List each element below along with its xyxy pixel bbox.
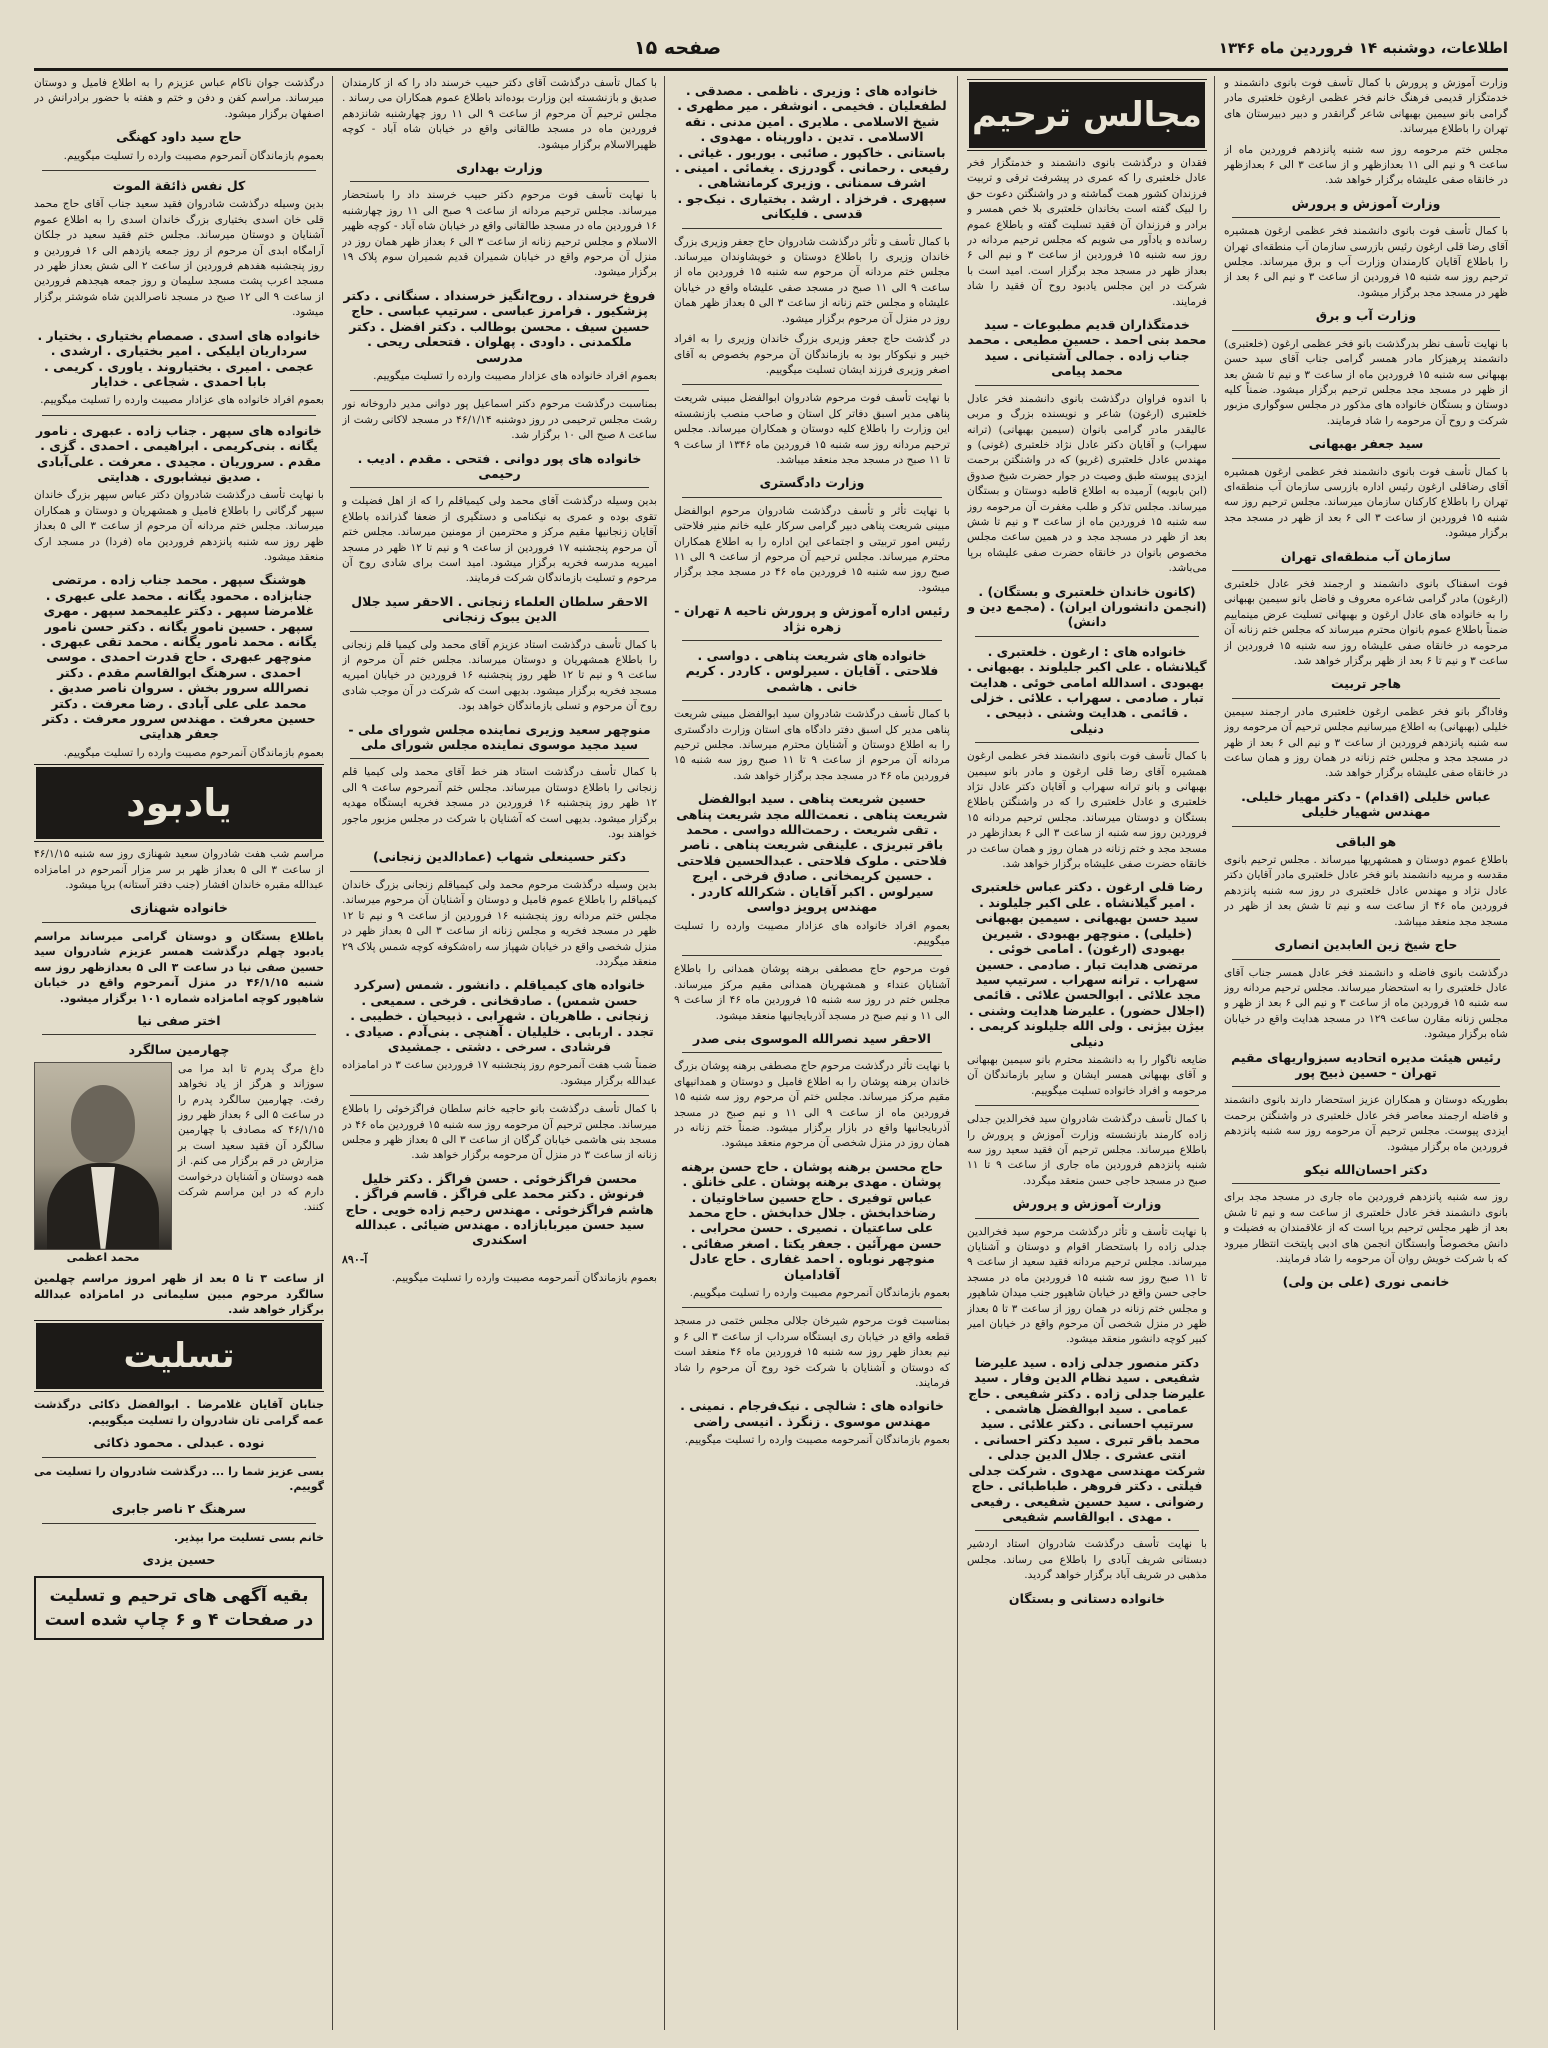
- notice-signature: محسن فراگزخوئی . حسن فراگز . دکتر خلیل فرنوش . دکتر محمد علی فراگز . قاسم فراگز . هاشم فراگزخوئی . مهندس رحیم زاده خویی . حاج سید حسن میربابازاده . مهندس ضیائی . عبدالله اسکندری: [345, 1170, 654, 1248]
- notice-text: با کمال تأسف درگذشت شادروان سید ابوالفضل مبینی شریعت پناهی مدیر کل اسبق دفتر دادگاه های استان وزارت دادگستری را به اطلاع دوستان و آشنایان محترم میرساند. مجلس ترحیم مردانه آن مرحوم از ساعت ۹ تا ۱۱ صبح روز سه شنبه ۱۵ فروردین ماه ۴۶ در مسجد مجد برگزار خواهد شد.: [674, 708, 950, 782]
- issue-date: اطلاعات، دوشنبه ۱۴ فروردین ماه ۱۳۴۶: [1218, 39, 1508, 57]
- notice-text: با نهایت تأسف و تأثر درگذشت مرحوم سید فخرالدین جدلی زاده را باستحضار اقوام و دوستان و آشنایان میرساند. مجلس ترحیم مردانه فقید سعید از ساعت ۹ تا ۱۱ صبح روز سه شنبه ۱۵ فروردین ماه در مسجد حاجی حسن واقع در خیابان شاهپور جنب میدان شاهپور و مجلس ختم زنانه در همان روز از ساعت ۳ تا ۵ بعداز ظهر در منزل شخصی آن مرحوم واقع در خیابان امیر کبیر کوچه دانشور منعقد میشود.: [967, 1225, 1207, 1346]
- notice-text: بطوریکه دوستان و همکاران عزیز استحضار دارند بانوی دانشمند و فاضله ارجمند معاصر فخر عادل خلعتبری در واشنگتن برحمت ایزدی پیوست. مجلس ترحیم آن مرحومه روز سه شنبه پانزدهم فروردین ماه برگزار میشود.: [1224, 1094, 1508, 1153]
- notice-text: بدین وسیله درگذشت مرحوم محمد ولی کیمیاقلم زنجانی بزرگ خاندان کیمیاقلم را باطلاع عموم فامیل و دوستان و آشنایان آن مرحوم میرساند. مجلس ختم مردانه روز پنجشنبه ۱۶ فروردین از ساعت ۹ و نیم تا ۱۲ ظهر در مسجد فخریه و مجلس زنانه از ساعت ۳ الی ۵ بعداز ظهر در منزل شخصی واقع در خیابان شهپاز سه راه‌شکوفه کوچه شمس پلاک ۲۹ منعقد میگردد.: [342, 878, 657, 968]
- notice-signature: خدمتگذاران قدیم مطبوعات - سید محمد بنی احمد . حسین مطیعی . محمد جناب زاده . جمالی آشتیانی . سید محمد پیامی: [967, 317, 1207, 379]
- notice-text: با کمال تأسف درگذشت استاد عزیزم آقای محمد ولی کیمیا قلم زنجانی را باطلاع همشهریان و دوستان میرساند. مجلس ختم آن مرحوم از ساعت ۹ و نیم تا ۱۲ ظهر روز پنجشنبه ۱۶ فروردین در خیابان امیریه مسجد فخریه برگزار میشود. بدیهی است که شرکت در آن موجب شادی روح آن مرحوم و تسلی بازماندگان خواهد بود.: [342, 638, 657, 713]
- notice-signature: (کانون خاندان خلعتبری و بستگان) . (انجمن دانشوران ایران) . (مجمع دین و دانش): [967, 583, 1207, 630]
- notice-signature: سازمان آب منطقه‌ای تهران: [1280, 548, 1452, 564]
- yadbud-banner: یادبود: [36, 767, 322, 839]
- notice-signature: خانواده های اسدی . صمصام بختیاری . بختیار . سرداریان ایلیکی . امیر بختیاری . ارشدی . عجمی . امیری . بختیاروند . یاوری . کریمی . بابا احمدی . شجاعی . خدایار: [37, 327, 321, 389]
- notice-text: با نهایت تأثر و تأسف درگذشت شادروان مرحوم ابوالفضل مبینی شریعت پناهی دبیر گرامی سرکار علیه خانم منیر فلاحتی رئیس امور تربیتی و اجتماعی این اداره را به اطلاع همکاران محترم میرساند. مجلس ترحیم آن مرحوم از ساعت ۹ الی ۱۱ صبح روز سه شنبه ۱۵ فروردین ماه ۴۶ در مسجد مجد برگزار میشود.: [674, 504, 950, 594]
- notice-text: ضمناً شب هفت آنمرحوم روز پنجشنبه ۱۷ فروردین ساعت ۳ در امامزاده عبدالله برگزار میشود.: [342, 1059, 657, 1087]
- divider: [975, 1530, 1199, 1531]
- page-number: صفحه ۱۵: [634, 37, 722, 59]
- portrait-caption: محمد اعظمی: [66, 1250, 140, 1264]
- notice-signature: وزارت آموزش و پرورش: [1291, 195, 1441, 211]
- notice-text: خانم بسی تسلیت مرا بپذیر.: [173, 1530, 324, 1544]
- notice-text: بعموم افراد خانواده های عزادار مصیبت وارده را تسلیت میگوییم.: [40, 394, 324, 407]
- notice-signature: سرهنگ ۲ ناصر جابری: [111, 1501, 247, 1517]
- notice-signature: رضا قلی ارغون . دکتر عباس خلعتبری . امیر گیلانشاه . علی اکبر جلیلوند . سید حسن بهبهانی . سیمین بهبهانی (خلیلی) . منوچهر بهبودی . شیرین بهبودی (ارغون) . امامی خوئی . مرتضی هدایت تبار . صادمی . حسین سهراب . ترانه سهراب . سرتیپ سید مجد علائی . ابوالحسن علائی . قائمی (اجلال حضور) . علیرضا هدایت وشنی . بیژن بیژنی . ولی الله جلیلوند کریمی . دنیلی: [968, 879, 1206, 1049]
- column-2: [967, 76, 1207, 2030]
- notice-text: با نهایت تأسف درگذشت شادروان استاد اردشیر دبستانی شریف آبادی را باطلاع می رساند. مجلس مذهبی در شریف آباد برگزار خواهد گردید.: [967, 1538, 1207, 1582]
- notice-text: با کمال تأسف فوت بانوی دانشمند فخر عظمی ارغون همشیره آقای رضا قلی ارغون رئیس بازرسی سازمان آب منطقه‌ای تهران را باطلاع آقایان کارمندان وزارت آب و برق میرساند. مجلس ترحیم روز سه شنبه ۱۵ فروردین از ساعت ۳ و نیم الی ۶ بعد از ظهر در مسجد مجد برگزار میشود.: [1224, 225, 1508, 299]
- notice-signature: حسین شریعت پناهی . سید ابوالفضل شریعت پناهی . نعمت‌الله مجد شریعت پناهی . تقی شریعت . رحمت‌الله دواسی . محمد باقر تبریزی . علینقی شریعت پناهی . ناصر فلاحتی . ملوک فلاحتی . عبدالحسین فلاحتی . حسین کریمخانی . صادق فرخی . ایرج سیرلوس . اکبر آقایان . شکرالله کاردر . مهندس پرویز دواسی: [676, 791, 948, 915]
- divider: [42, 922, 316, 923]
- notice-signature: دکتر احسان‌الله نیکو: [1304, 1161, 1428, 1177]
- notice-text: با کمال تأسف درگذشت بانو حاجیه خانم سلطان فراگزخوئی را باطلاع میرساند. مجلس ترحیم آن مرحومه روز سه شنبه ۱۵ فروردین ماه ۴۶ در مسجد بنی هاشمی خیابان گرگان از ساعت ۳ الی ۵ بعداز ظهر و مجلس زنانه از ساعت ۳ در منزل آن مرحومه برگزار خواهد شد.: [342, 1103, 657, 1162]
- notice-text: بعموم افراد خانواده های عزادار مصیبت وارده را تسلیت میگوییم.: [674, 919, 950, 947]
- divider: [42, 170, 316, 171]
- notice-text: فوت مرحوم حاج مصطفی برهنه پوشان همدانی را باطلاع آشنایان عنداء و همشهریان همدانی مقیم مرکز میرساند. مجلس ختم در روز سه شنبه ۱۵ فروردین ماه ۴۶ از ساعت ۹ الی ۱۱ و نیم صبح در مسجد آذربایجانیها منعقد میشود.: [674, 963, 950, 1022]
- notice-text: مراسم شب هفت شادروان سعید شهنازی روز سه شنبه ۴۶/۱/۱۵ از ساعت ۳ الی ۵ بعداز ظهر بر سر مزار آنمرحوم در امامزاده عبدالله مقبره خاندان افشار (جنب دفتر آستانه) برپا میشود.: [34, 848, 324, 892]
- column-rule: [664, 76, 665, 2030]
- notice-text: فقدان و درگذشت بانوی دانشمند و خدمتگزار فخر عادل خلعتبری را که عمری در پیشرفت ترقی و تربیت فرزندان کشور همت گماشته و در واشنگتن دعوت حق را لبیک گفته است بخاندان خلعتبری بلا خص همسر و برادر و فرزندان آن فقید تسلیت گفته و باطلاع عموم رسانده و یادآور می شویم که مجلس ترحیم مردانه در روز سه شنبه ۱۵ فروردین از ساعت ۳ و نیم الی ۶ بعداز ظهر در مسجد مجد برگزار است. امید است با شرکت در این مجلس یادبود روح آن فقید را شاد فرمایند.: [967, 157, 1207, 308]
- notice-signature: نوده . عبدلی . محمود ذکائی: [93, 1435, 265, 1451]
- divider: [975, 636, 1199, 637]
- divider: [682, 384, 942, 385]
- notice-signature: الاحقر سلطان العلماء زنجانی . الاحقر سید جلال الدین یبوک زنجانی: [351, 593, 648, 625]
- divider: [975, 742, 1199, 743]
- notice-signature: عباس خلیلی (اقدام) - دکتر مهیار خلیلی. مهندس شهیار خلیلی: [1241, 788, 1491, 820]
- divider: [350, 1095, 649, 1096]
- notice-text: در گذشت حاج جعفر وزیری بزرگ خاندان وزیری را به افراد خیبر و نیکوکار بود به بازماندگان آن مرحوم بخصوص به آقای اصغر وزیری فرزند ایشان تسلیت میگوییم.: [674, 333, 950, 376]
- notice-signature: خانواده دستانی و بستگان: [1008, 1590, 1166, 1606]
- notice-signature: وزارت بهداری: [456, 160, 543, 176]
- continued-notice-box: بقیه آگهی های ترحیم و تسلیت در صفحات ۴ و ۶ چاپ شده است: [34, 1576, 324, 1640]
- notice-signature: حاج سید داود کهنگی: [116, 129, 242, 145]
- notice-text: بعموم بازماندگان آنمرحوم مصیبت وارده را تسلیت میگوییم.: [689, 1287, 950, 1300]
- notice-text: با کمال تأسف و تأثر درگذشت شادروان حاج جعفر وزیری بزرگ خاندان وزیری را باطلاع دوستان و خویشاوندان میرساند. مجلس ختم مردانه آن مرحوم سه شنبه ۱۵ فروردین ماه از ساعت ۹ الی ۱۱ صبح در مسجد صفی علیشاه واقع در خیابان علیشاه و مجلس ختم زنانه از ساعت ۳ الی ۵ بعداز ظهر همان روز در منزل آن مرحوم برگزار میشود.: [674, 235, 950, 325]
- notice-text: با کمال تأسف درگذشت شادروان سید فخرالدین جدلی زاده کارمند بازنشسته وزارت آموزش و پرورش را باطلاع میرساند. مجلس ترحیم آن فقید سعید روز سه شنبه پانزدهم فروردین ماه جاری از ساعت ۹ تا ۱۱ صبح در مسجد حاجی حسن منعقد میگردد.: [967, 1113, 1207, 1187]
- divider: [1232, 698, 1500, 699]
- divider: [42, 415, 316, 416]
- notice-text: بسی عزیز شما را ... درگذشت شادروان را تسلیت می گوییم.: [34, 1464, 324, 1493]
- divider: [682, 497, 942, 498]
- notice-text: ضایعه ناگوار را به دانشمند محترم بانو سیمین بهبهانی و آقای بهبهانی همسر ایشان و سایر بازماندگان آن مرحومه و افراد خانواده تسلیت میگوییم.: [967, 1053, 1207, 1097]
- divider: [350, 181, 649, 182]
- portrait-block: [34, 1062, 172, 1265]
- notice-signature: خانواده های : شالچی . نیک‌فرجام . نمینی . مهندس موسوی . زنگرذ . انیسی راضی: [680, 1398, 944, 1429]
- notice-signature: خانواده های : ارغون . خلعتبری . گیلانشاه . علی اکبر جلیلوند . بهبهانی . بهبودی . اسدالله امامی خوئی . هدایت تبار . صادمی . سهراب . علائی . خزلی . قائمی . هدایت وشنی . ذبیحی . دنیلی: [967, 643, 1207, 736]
- notice-signature: حاج محسن برهنه پوشان . حاج حسن برهنه پوشان . مهدی برهنه پوشان . علی خانلق . عباس توفیری . حاج حسین ساخاوتیان . رضاخدابخش . جلال خدابخش . حاج محمد علی ساعتیان . نصیری . حسن محرابی . حسن مهرآئین . جعفر یکتا . اصغر صفائی . منوچهر نوباوه . احمد غفاری . حاج عادل آقادامیان: [680, 1158, 944, 1282]
- column-rule: [332, 76, 333, 2030]
- divider: [975, 1218, 1199, 1219]
- divider: [1232, 570, 1500, 571]
- notice-signature: منوچهر سعید وزیری نماینده مجلس شورای ملی - سید مجید موسوی نماینده مجلس شورای ملی: [348, 721, 651, 753]
- notice-signature: خانواده های کیمیاقلم . دانشور . شمس (سرکرد حسن شمس) . صادقخانی . فرخی . سمیعی . زنجانی . طاهریان . شهرابی . ذبیحیان . خطیبی . تجدد . اربابی . خلیلیان . آهنچی . بنی‌آدم . صیادی . فرشادی . سرخی . دشتی . جمشیدی: [345, 977, 654, 1054]
- anniversary-text: داغ مرگ پدرم تا ابد مرا می سوزاند و هرگز از یاد نخواهد رفت. چهارمین سالگرد پدرم را در ساعت ۵ الی ۶ بعداز ظهر روز ۴۶/۱/۱۵ که مصادف با چهارمین سالگرد آن فقید سعید است بر مزارش در قم برگزار می کنم. از همه دوستان و آشنایان درخواست دارم که در این مراسم شرکت کنند.: [178, 1062, 324, 1214]
- notice-text: وزارت آموزش و پرورش با کمال تأسف فوت بانوی دانشمند و خدمتگزار قدیمی فرهنگ خانم فخر عظمی ارغون خلعتبری مادر گرامی بانو سیمین بهبهانی شاعر گرانقدر و دبیر دبیرستان های تهران را باطلاع میرساند.: [1224, 77, 1508, 136]
- notice-signature: خانواده های شریعت پناهی . دواسی . فلاحتی . آقایان . سیرلوس . کاردر . کریم خانی . هاشمی: [685, 648, 939, 694]
- divider: [1232, 330, 1500, 331]
- notice-text: با کمال تأسف فوت بانوی دانشمند فخر عظمی ارغون همشیره آقای رضاقلی ارغون رئیس اداره بازرسی سازمان آب منطقه‌ای تهران را باطلاع کارکنان سازمان میرساند. مجلس ترحیم روز سه شنبه ۱۵ فروردین از ساعت ۳ الی ۶ بعد از ظهر در مسجد مجد برگزار میشود.: [1224, 465, 1508, 540]
- anniversary-notice: [34, 1062, 324, 1265]
- column-3: [674, 76, 950, 2030]
- notice-text: درگذشت بانوی فاضله و دانشمند فخر عادل همسر جناب آقای عادل خلعتبری را به استحضار میرساند. مجلس ترحیم مردانه روز سه شنبه ۱۵ فروردین ماه از ساعت ۳ و نیم الی ۶ بعد از ظهر و مجلس زنانه مقارن ساعت ۱۲۹ در مسجد هدایت واقع در خیابان شاه برگزار میشود.: [1224, 966, 1508, 1041]
- divider: [682, 228, 942, 229]
- notice-signature: رئیس هیئت مدیره اتحادیه سبزواریهای مقیم تهران - حسین ذبیح پور: [1231, 1049, 1501, 1080]
- column-5: [34, 76, 324, 2030]
- notice-signature: دکتر حسینعلی شهاب (عمادالدین زنجانی): [372, 849, 627, 865]
- notice-text: با نهایت تأسف فوت مرحوم شادروان ابوالفضل مبینی شریعت پناهی مدیر اسبق دفاتر کل استان و صاحب منصب بازنشسته این وزارت را باطلاع کلیه دوستان و همکاران میرساند. مجلس ترحیم مردانه روز سه شنبه ۱۵ فروردین ماه ۱۳۴۶ از ساعت ۹ تا ۱۱ صبح در مسجد مجد منعقد میباشد.: [674, 392, 950, 466]
- notice-heading: کل نفس ذائقة الموت: [112, 178, 246, 194]
- notice-text: با اندوه فراوان درگذشت بانوی دانشمند فخر عادل خلعتبری (ارغون) شاعر و نویسنده بزرگ و مربی عالیقدر مادر گرامی بانوان (سیمین بهبهانی) (ترانه سهراب) و آقایان دکتر عادل نژاد خلعتبری (غونی) و مهندس عادل خلعتبری (غریو) که در واشنگتن برحمت ایزدی پیوسته طبق وصیت در جوار حضرت شیخ صدوق (ابن بابویه) آرمیده به اطلاع قاطبه دوستان و بستگان میرساند. مجلس تذکر و طلب مغفرت آن مرحومه روز سه شنبه ۱۵ فروردین ماه از ساعت ۳ و نیم تا شش بعد از ظهر در مسجد مجد و در همین ساعت مجلس مخصوص بانوان در خانقاه حضرت صفی علیشاه برپا می‌باشد.: [967, 392, 1207, 575]
- notice-signature: دکتر منصور جدلی زاده . سید علیرضا شفیعی . سید نظام الدین وفار . سید علیرضا جدلی زاده . دکتر شفیعی . حاج عمامی . سید ابوالفضل هاشمی . سرتیپ احسانی . دکتر علائی . سید محمد باقر تبری . سید دکتر احسانی . انتی عشری . جلال الدین جدلی . شرکت مهندسی مهدوی . شرکت جدلی فیلتی . دکتر فروهر . طباطبائی . حاج رضوانی . سید حسین شفیعی . رفیعی . مهدی . ابوالقاسم شفیعی: [968, 1354, 1206, 1524]
- divider: [350, 631, 649, 632]
- notice-text: فوت اسفناک بانوی دانشمند و ارجمند فخر عادل خلعتبری (ارغون) مادر گرامی شاعره معروف و فاضل بانو سیمین بهبهانی را به خانواده های عادل ارغون و بهبهانی تسلیت عرض مینماییم ضمناً باطلاع عموم بانوان محترم میرساند که مجلس ختم زنانه آن مرحومه در خانقاه صفی علیشاه روز سه شنبه ۱۵ فروردین از ساعت ۳ و نیم تا ۶ بعد از ظهر برگزار خواهد شد.: [1224, 577, 1508, 667]
- divider: [1232, 826, 1500, 827]
- notice-text: درگذشت جوان ناکام عباس عزیزم را به اطلاع فامیل و دوستان میرساند. مراسم کفن و دفن و ختم و هفته با حضور برادرانش در اصفهان برگزار میشود.: [34, 77, 324, 120]
- notice-heading: هو الباقی: [1335, 833, 1397, 849]
- notice-text: بمناسبت فوت مرحوم شیرخان جلالی مجلس ختمی در مسجد قطعه واقع در خیابان ری ایستگاه سرداب از ساعت ۳ الی ۶ و نیم بعداز ظهر روز سه شنبه ۱۵ فروردین ماه ۴۶ منعقد است که دوستان و آشنایان با شرکت خود روح آن مرحوم را شاد فرمایند.: [674, 1315, 950, 1390]
- notice-signature: اختر صفی نیا: [137, 1012, 221, 1028]
- notice-text: با نهایت تأسف فوت مرحوم دکتر حبیب خرسند داد را باستحضار میرساند. مجلس ترحیم مردانه از ساعت ۹ صبح الی ۱۱ روز چهارشنبه ۱۶ فروردین ماه در مسجد طالقانی واقع در خیابان شاه آباد - کوچه ظهیر الاسلام و مجلس ترحیم زنانه از ساعت ۳ الی ۶ بعداز ظهر همان روز در منزل آن مرحوم واقع در خیابان شمیران قدیم شمیران سوم پلاک ۱۹ برگزار میشود.: [342, 189, 657, 279]
- divider: [350, 487, 649, 488]
- notice-text: بعموم بازماندگان آنمرحومه مصیبت وارده را تسلیت میگوییم.: [684, 1434, 950, 1447]
- notice-signature: هاجر تربیت: [1331, 676, 1401, 692]
- divider: [1232, 458, 1500, 459]
- divider: [1232, 1183, 1500, 1184]
- notice-text: روز سه شنبه پانزدهم فروردین ماه جاری در مسجد مجد برای بانوی دانشمند فخر عادل خلعتبری از ساعت سه و نیم تا شش بعد از ظهر مجلس ترحیم برپا است که از علاقمندان به فضیلت و دانش مخصوصاً وابستگان انجمن های ادبی پایتخت انتظار میرود که با شرکت خویش روان آن مرحومه را شاد فرمایند.: [1224, 1191, 1508, 1265]
- notice-signature: خانواده های : وزیری . ناظمی . مصدقی . لطفعلیان . فخیمی . انوشفر . میر مطهری . شیخ الاسلامی . ملایری . امین مدنی . نقه الاسلامی . تدین . داورپناه . مهدوی . باستانی . خاکپور . صائبی . بوربور . غیاثی . رفیعی . رحمانی . گودرزی . یغمائی . امینی . اشرف سمنانی . وزیری کرمانشاهی . سپهری . فرخزاد . ارشد . بختیاری . نیک‌جو . قدسی . فلیکانی: [674, 83, 950, 222]
- notice-text: بدین وسیله درگذشت شادروان فقید سعید جناب آقای حاج محمد قلی خان اسدی بختیاری بزرگ خاندان اسدی را به اطلاع عموم آشنایان و دوستان میرساند. مجلس ختم فقید سعید در جلکان آرامگاه ابدی آن مرحوم از روز جمعه یازدهم الی ۱۶ فروردین و روز پنجشنبه هفدهم فروردین از ساعت ۲ الی شش بعداز ظهر در مسجد اعرب پشت مسجد سلیمان و روز جمعه هیجدهم فروردین از ساعت ۹ الی ۱۲ صبح در مسجد ناصرالدین شاه شوشتر برگزار میشود.: [34, 198, 324, 319]
- divider: [350, 390, 649, 391]
- divider: [350, 758, 649, 759]
- divider: [682, 640, 942, 641]
- column-rule: [957, 76, 958, 2030]
- divider: [682, 955, 942, 956]
- columns: [34, 76, 1508, 2030]
- divider: [42, 1457, 316, 1458]
- column-4: [342, 76, 657, 2030]
- notice-text: از ساعت ۳ تا ۵ بعد از ظهر امروز مراسم چهلمین سالگرد مرحوم مبین سلیمانی در امامزاده عبدالله برگزار خواهد شد.: [34, 1272, 324, 1316]
- notice-signature: هوشنگ سپهر . محمد جناب زاده . مرتضی جنابزاده . محمود یگانه . محمد علی عبهری . غلامرضا سپهر . دکتر علیمحمد سپهر . مهری سپهر . حسین نامور یگانه . دکتر حسن نامور یگانه . محمد نامور یگانه . محمد تقی عبهری . منوچهر عبهری . حاج قدرت احمدی . موسی احمدی . سرهنگ ابوالقاسم مقدم . دکتر نصرالله سرور بخش . سروان ناصر صدیق . محمد علی علی آبادی . رضا معرفت . دکتر حسین معرفت . مهندس سرور معرفت . دکتر جعفر هدایتی: [41, 572, 317, 742]
- column-1: [1224, 76, 1508, 2030]
- divider: [682, 1307, 942, 1308]
- notice-text: بعموم بازماندگان آنمرحومه مصیبت وارده را تسلیت میگوییم.: [391, 1272, 657, 1285]
- column-rule: [1214, 76, 1215, 2030]
- notice-text: با کمال تأسف درگذشت آقای دکتر حبیب خرسند داد را که از کارمندان صدیق و بازنشسته این وزارت بوده‌اند باطلاع عموم همکاران می رساند . مجلس ترحیم آن مرحوم از ساعت ۹ الی ۱۱ روز چهارشنبه شانزدهم فروردین ماه در مسجد طالقانی واقع در خیابان شاه آباد - کوچه ظهیرالاسلام برگزار میشود.: [342, 77, 657, 151]
- notice-text: وفاداگر بانو فخر عظمی ارغون خلعتبری مادر ارجمند سیمین خلیلی (بهبهانی) به اطلاع میرسانیم مجلس ترحیم آن مرحومه روز سه شنبه پانزدهم فروردین از ساعت ۳ و نیم الی ۶ بعد از ظهر در مسجد مجد و مجلس ختم زنانه در همان روز و همان ساعت در خانقاه صفی علیشاه برگزار خواهد شد.: [1224, 705, 1508, 780]
- ad-code: آ-۸۹۰: [342, 1252, 368, 1266]
- divider: [42, 1523, 316, 1524]
- divider: [1232, 959, 1500, 960]
- notice-text: با کمال تأسف درگذشت استاد هنر خط آقای محمد ولی کیمیا قلم زنجانی را باطلاع دوستان میرساند. مجلس ختم آنمرحوم ساعت ۹ الی ۱۲ ظهر روز پنجشنبه ۱۶ فروردین در مسجد فخریه ایستگاه مهدیه برگزار میشود. بدیهی است که آشنایان با شرکت در مجلس مزبور ماجور خواهند بود.: [342, 766, 657, 841]
- notice-text: بعموم افراد خانواده های عزادار مصیبت وارده را تسلیت میگوییم.: [373, 369, 657, 382]
- divider: [350, 871, 649, 872]
- notice-text: بعموم بازماندگان آنمرحوم مصیبت وارده را تسلیت میگوییم.: [63, 149, 324, 162]
- notice-signature: حسین یزدی: [142, 1552, 216, 1568]
- notice-signature: وزارت دادگستری: [759, 475, 865, 491]
- divider: [975, 1105, 1199, 1106]
- page-header: [34, 28, 1508, 71]
- divider: [1232, 1086, 1500, 1087]
- divider: [1232, 217, 1500, 218]
- portrait-photo: [34, 1062, 172, 1250]
- portrait-head-shape: [71, 1085, 135, 1163]
- notice-text: با نهایت تأثر درگذشت مرحوم حاج مصطفی برهنه پوشان بزرگ خاندان برهنه پوشان را به اطلاع فامیل و دوستان و همدانیهای مقیم مرکز میرساند. مجلس ختم آن مرحوم روز سه شنبه ۱۵ فروردین ماه از ساعت ۹ الی ۱۱ و نیم صبح در مسجد آذربایجانیها واقع در بازار برگزار میشود. ضمناً ختم زنانه در همان روز در منزل شخصی آن مرحوم منعقد میشود.: [674, 1060, 950, 1150]
- notice-text: جنابان آقایان غلامرضا . ابوالفضل ذکائی درگذشت عمه گرامی تان شادروان را تسلیت میگوییم.: [34, 1398, 324, 1427]
- notice-signature: فروغ خرسنداد . روح‌انگیز خرسنداد . سنگانی . دکتر پزشکیور . فرامرز عباسی . سرتیپ عباسی . حاج حسین سیف . محسن بوطالب . دکتر افضل . دکتر ملکمدنی . داودی . پهلوان . فتحعلی ریحی . مدرسی: [343, 287, 656, 365]
- divider: [682, 1052, 942, 1053]
- notice-signature: خانواده های پور دوانی . فتحی . مقدم . ادیب . رحیمی: [357, 450, 642, 481]
- divider: [975, 385, 1199, 386]
- divider: [42, 1034, 316, 1035]
- notice-signature: خانواده شهنازی: [130, 900, 228, 916]
- notice-text: باطلاع بستگان و دوستان گرامی میرساند مراسم یادبود چهلم درگذشت همسر عزیزم شادروان سید حسین صفی نیا در ساعت ۳ الی ۵ بعدازظهر روز سه شنبه ۴۶/۱/۱۵ در منزل آنمرحوم واقع در خیابان شاهپور کوچه امامزاده شماره ۱۰۱ برگزار میشود.: [34, 929, 324, 1005]
- notice-signature: رئیس اداره آموزش و پرورش ناحیه ۸ تهران - زهره نژاد: [674, 603, 950, 634]
- notice-signature: الاحقر سید نصرالله الموسوی بنی صدر: [693, 1030, 931, 1046]
- notice-text: با نهایت تأسف درگذشت شادروان دکتر عباس سپهر بزرگ خاندان سپهر گرگانی را باطلاع فامیل و همشهریان و دوستان و همکاران میرساند. مجلس ختم مردانه آن مرحوم از ساعت ۳ الی ۵ بعداز ظهر روز سه شنبه پانزدهم فروردین ماه (فردا) در مسجد ارک منعقد میشود.: [34, 489, 324, 563]
- notice-signature: خانمی نوری (علی بن ولی): [1282, 1274, 1450, 1290]
- notice-text: بعموم بازماندگان آنمرحوم مصیبت وارده را تسلیت میگوییم.: [63, 746, 324, 759]
- divider: [682, 700, 942, 701]
- notice-text: مجلس ختم مرحومه روز سه شنبه پانزدهم فروردین ماه از ساعت ۹ و نیم الی ۱۱ بعدازظهر و از ساعت ۳ الی ۶ بعدازظهر در خانقاه صفی علیشاه برگزار خواهد شد.: [1224, 143, 1508, 187]
- taslit-banner: تسلیت: [36, 1323, 322, 1389]
- notice-signature: سید جعفر بهبهانی: [1308, 436, 1424, 452]
- notice-heading: خانواده های سپهر . جناب زاده . عبهری . نامور یگانه . بنی‌کریمی . ابراهیمی . احمدی . گزی . مقدم . سروریان . مجیدی . معرفت . علی‌آبادی . صدیق نیشابوری . هدایتی: [36, 422, 322, 484]
- notice-text: بدین وسیله درگذشت آقای محمد ولی کیمیاقلم را که از اهل فضیلت و تقوی بوده و عمری به نیکنامی و دستگیری از ضعفا گذرانده باطلاع آقایان زنجانیها مقیم مرکز و محترمین از مومنین میرساند. مجلس ختم آن مرحوم پنجشنبه ۱۷ فروردین از ساعت ۹ و نیم تا ۱۲ ظهر در مسجد امیریه مدرسه فخریه برگزار میشود. امید است برای شادی روح آن مرحوم و تسلیت بازماندگان شرکت فرمایند.: [342, 495, 657, 585]
- notice-text: با نهایت تأسف نظر بدرگذشت بانو فخر عظمی ارغون (خلعتبری) دانشمند پرهیزکار مادر همسر گرامی جناب آقای سید حسن بهبهانی سه شنبه ۱۵ فروردین ماه از ساعت ۳ و نیم تا شش بعد از ظهر در مسجد مجد مجلس ترحیم برگزار میشود. ضمناً کلیه دوستان و بستگان خانواده های مذکور در مجلس سوگواری مزبور شرکت و روح آن مرحومه را شاد فرمایند.: [1224, 337, 1508, 427]
- notice-text: بمناسبت درگذشت مرحوم دکتر اسماعیل پور دوانی مدیر داروخانه نور رشت مجلس ترحیمی در روز دوشنبه ۴۶/۱/۱۴ در مسجد لاکانی رشت از ساعت ۸ صبح الی ۱۰ برگزار شد.: [342, 398, 657, 442]
- notice-signature: حاج شیخ زین العابدین انصاری: [1274, 937, 1458, 953]
- majales-tarhim-banner: مجالس ترحیم: [969, 82, 1205, 148]
- notice-signature: وزارت آب و برق: [1315, 308, 1417, 324]
- notice-signature: وزارت آموزش و پرورش: [1012, 1196, 1162, 1212]
- anniversary-title: چهارمین سالگرد: [128, 1042, 230, 1058]
- notice-text: باطلاع عموم دوستان و همشهریها میرساند . مجلس ترحیم بانوی مقدسه و مربیه دانشمند بانو فخر عادل خلعتبری مادر آقایان دکتر عادل نژاد و مهندس عادل خلعتبری در روز سه شنبه پانزدهم فروردین ماه ۴۶ از ساعت سه و نیم تا شش بعد از ظهر در مسجد مجد منعقد میباشد.: [1224, 854, 1508, 928]
- notice-text: با کمال تأسف فوت بانوی دانشمند فخر عظمی ارغون همشیره آقای رضا قلی ارغون و مادر بانو سیمین بهبهانی و بانو ترانه سهراب و آقایان دکتر عادل نژاد خلعتبری و عادل خلعتبری را که در واشنگتن باطلاع بستگان و دوستان میرساند. مجلس ترحیم مردانه ۱۵ فروردین روز سه شنبه از ساعت ۳ الی ۶ بعدازظهر در مسجد مجد و ختم زنانه در همان روز و همان ساعت در خانقاه حضرت صفی علیشاه برگزار خواهد شد.: [967, 750, 1207, 871]
